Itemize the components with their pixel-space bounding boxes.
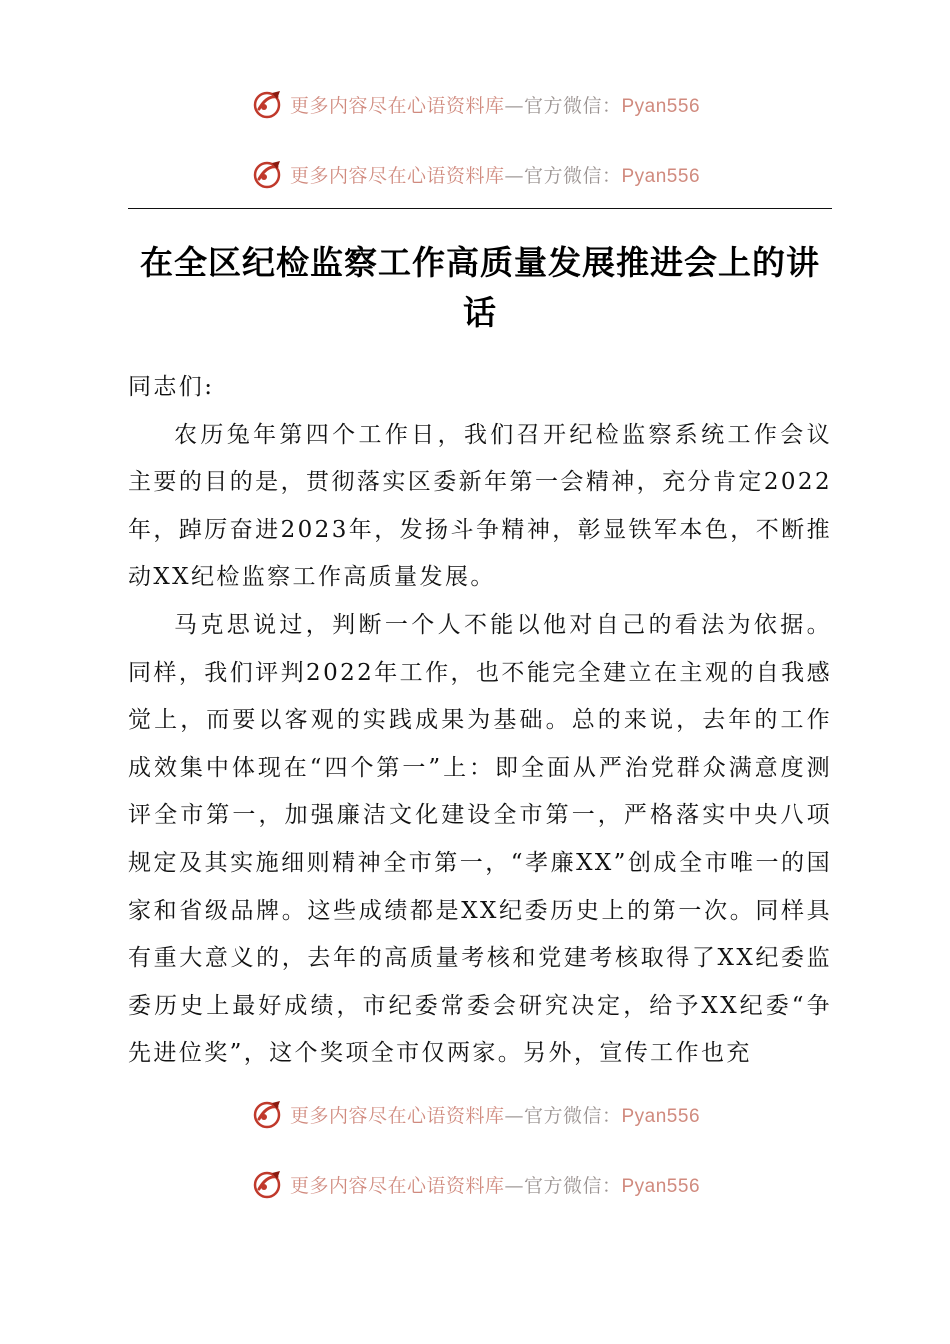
watermark-dash: — (504, 1104, 524, 1127)
watermark-account-id: Pyan556 (621, 1105, 701, 1127)
watermark-text: 更多内容尽在心语资料库 (289, 1174, 505, 1197)
watermark-account-id: Pyan556 (621, 165, 701, 187)
paragraph: 农历兔年第四个工作日，我们召开纪检监察系统工作会议主要的目的是，贯彻落实区委新年第一会精神，充分肯定2022年，踔厉奋进2023年，发扬斗争精神，彰显铁军本色，不断推动XX纪检监察工作高质量发展。 (128, 421, 832, 591)
watermark-account-id: Pyan556 (621, 1175, 701, 1197)
document-body (128, 364, 832, 1078)
document-title: 在全区纪检监察工作高质量发展推进会上的讲话 (140, 243, 820, 332)
watermark-text: 更多内容尽在心语资料库 (289, 1104, 505, 1127)
brand-logo-icon (250, 87, 284, 121)
watermark-dash: — (504, 1174, 524, 1197)
watermark-account-id: Pyan556 (621, 95, 701, 117)
brand-logo-icon (250, 1167, 284, 1201)
watermark-banner (0, 154, 950, 194)
watermark-banner (0, 84, 950, 124)
watermark-banner (0, 1164, 950, 1204)
watermark-banner (0, 1094, 950, 1134)
watermark-account-label: 官方微信： (523, 94, 622, 117)
watermark-text: 更多内容尽在心语资料库 (289, 94, 505, 117)
watermark-dash: — (504, 164, 524, 187)
watermark-account-label: 官方微信： (523, 1104, 622, 1127)
watermark-account-label: 官方微信： (523, 1174, 622, 1197)
brand-logo-icon (250, 1097, 284, 1131)
header-divider (128, 208, 832, 209)
watermark-account-label: 官方微信： (523, 164, 622, 187)
watermark-text: 更多内容尽在心语资料库 (289, 164, 505, 187)
watermark-dash: — (504, 94, 524, 117)
paragraph: 马克思说过，判断一个人不能以他对自己的看法为依据。同样，我们评判2022年工作，也不能完全建立在主观的自我感觉上，而要以客观的实践成果为基础。总的来说，去年的工作成效集中体现在“四个第一”上：即全面从严治党群众满意度测评全市第一，加强廉洁文化建设全市第一，严格落实中央八项规定及其实施细则精神全市第一，“孝廉XX”创成全市唯一的国家和省级品牌。这些成绩都是XX纪委历史上的第一次。同样具有重大意义的，去年的高质量考核和党建考核取得了XX纪委监委历史上最好成绩，市纪委常委会研究决定，给予XX纪委“争先进位奖”，这个奖项全市仅两家。另外，宣传工作也充 (128, 611, 832, 1067)
brand-logo-icon (250, 157, 284, 191)
salutation: 同志们: (128, 374, 215, 400)
